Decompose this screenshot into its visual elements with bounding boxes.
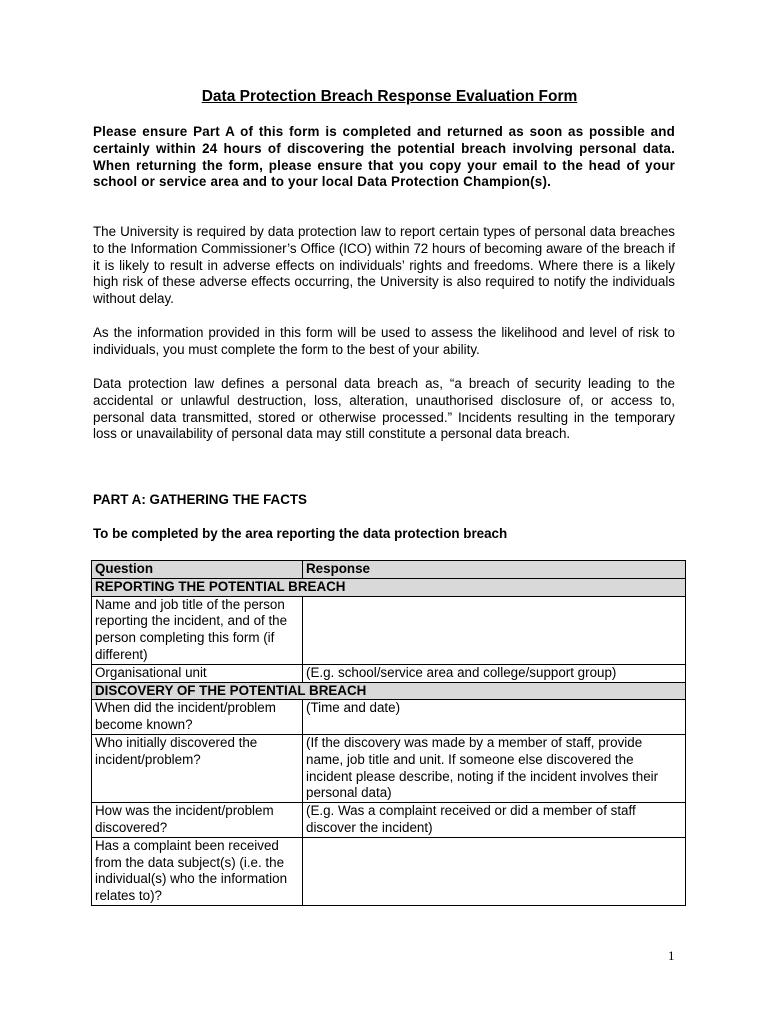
form-title: Data Protection Breach Response Evaluation Form bbox=[201, 88, 578, 105]
section-reporting-label: REPORTING THE POTENTIAL BREACH bbox=[92, 578, 686, 596]
response-cell[interactable]: (Time and date) bbox=[303, 700, 686, 735]
question-cell: Organisational unit bbox=[92, 664, 303, 682]
part-a-subheading: To be completed by the area reporting the data protection breach bbox=[93, 526, 508, 541]
table-row bbox=[92, 664, 686, 682]
response-cell[interactable]: (If the discovery was made by a member of staff, provide name, job title and unit. If someone else discovered the incident please describe, noting if the incident involves their personal data) bbox=[303, 734, 686, 802]
table-row bbox=[92, 700, 686, 735]
header-question: Question bbox=[92, 561, 303, 579]
breach-form-table bbox=[91, 560, 686, 906]
question-cell: Name and job title of the person reporting the incident, and of the person completing this form (if different) bbox=[92, 596, 303, 664]
table-row bbox=[92, 596, 686, 664]
information-paragraph: As the information provided in this form will be used to assess the likelihood and level of risk to individuals, you must complete the form to the best of your ability. bbox=[93, 325, 675, 357]
table-row bbox=[92, 803, 686, 838]
response-cell[interactable] bbox=[303, 837, 686, 905]
section-row-reporting bbox=[92, 578, 686, 596]
definition-paragraph: Data protection law defines a personal data breach as, “a breach of security leading to the accidental or unlawful destruction, loss, alteration, unauthorised disclosure of, or access to, personal data transmitted, stored or otherwise processed.” Incidents resulting in the temporary loss or unavailability of personal data may still constitute a personal data breach. bbox=[93, 376, 675, 442]
university-paragraph: The University is required by data protection law to report certain types of personal data breaches to the Information Commissioner’s Office (ICO) within 72 hours of becoming aware of the breach if it is likely to result in adverse effects on individuals’ rights and freedoms. Where there is a likely high risk of these adverse effects occurring, the University is also required to notify the individuals without delay. bbox=[93, 224, 675, 307]
question-cell: Has a complaint been received from the data subject(s) (i.e. the individual(s) who the information relates to)? bbox=[92, 837, 303, 905]
section-row-discovery bbox=[92, 682, 686, 700]
question-cell: Who initially discovered the incident/problem? bbox=[92, 734, 303, 802]
question-cell: How was the incident/problem discovered? bbox=[92, 803, 303, 838]
header-response: Response bbox=[303, 561, 686, 579]
response-cell[interactable] bbox=[303, 596, 686, 664]
part-a-heading: PART A: GATHERING THE FACTS bbox=[93, 492, 307, 507]
table-row bbox=[92, 837, 686, 905]
response-cell[interactable]: (E.g. school/service area and college/support group) bbox=[303, 664, 686, 682]
response-cell[interactable]: (E.g. Was a complaint received or did a member of staff discover the incident) bbox=[303, 803, 686, 838]
question-cell: When did the incident/problem become known? bbox=[92, 700, 303, 735]
section-discovery-label: DISCOVERY OF THE POTENTIAL BREACH bbox=[92, 682, 686, 700]
page-number: 1 bbox=[668, 948, 675, 963]
table-row bbox=[92, 734, 686, 802]
intro-instructions: Please ensure Part A of this form is completed and returned as soon as possible and certainly within 24 hours of discovering the potential breach involving personal data. When returning the form, please ensure that you copy your email to the head of your school or service area and to your local Data Protection Champion(s). bbox=[93, 124, 675, 190]
table-header-row bbox=[92, 561, 686, 579]
